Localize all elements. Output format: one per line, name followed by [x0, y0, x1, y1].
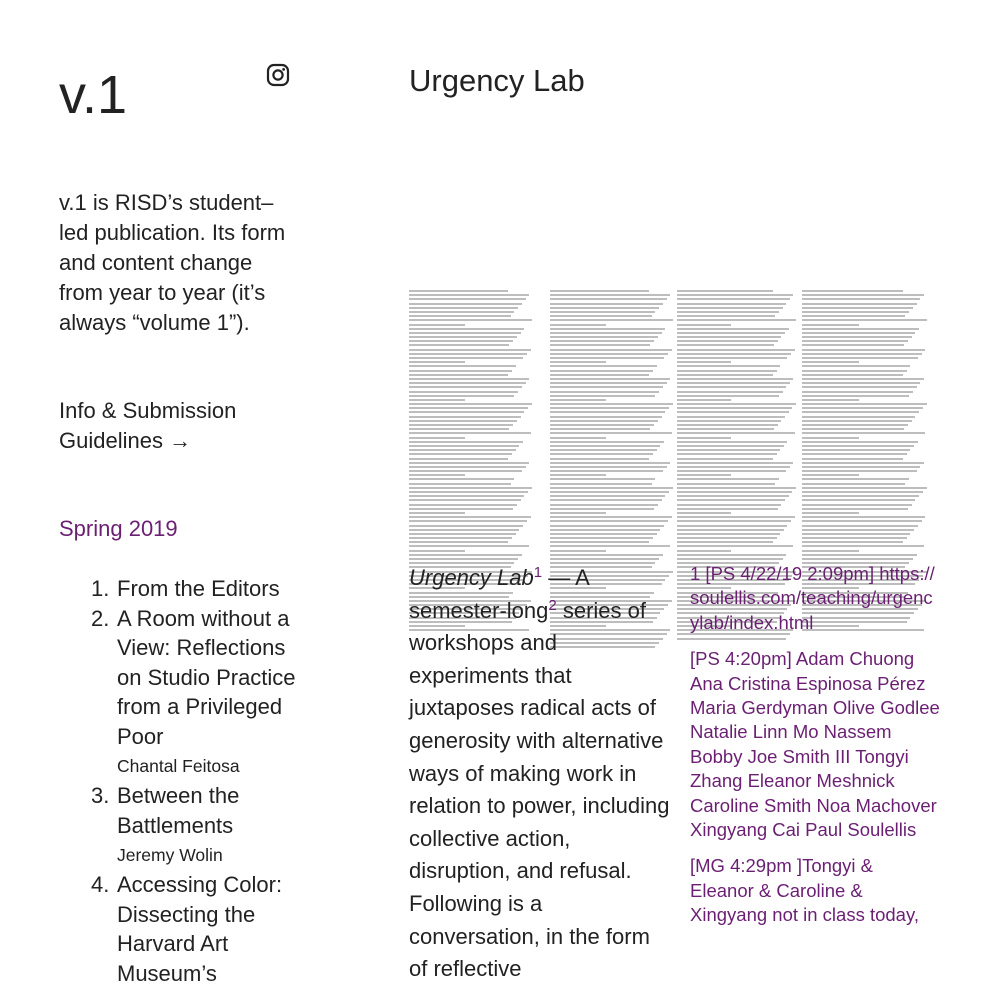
document-text-line [677, 290, 773, 292]
document-text-line [550, 395, 655, 397]
document-text-line [550, 529, 660, 531]
document-text-line [550, 525, 664, 527]
document-text-line [409, 319, 532, 321]
document-text-line [802, 453, 907, 455]
toc-number: 1. [91, 576, 110, 601]
document-text-line [802, 491, 923, 493]
document-text-line [677, 550, 731, 552]
document-text-line [677, 512, 731, 514]
toc-author: Jeremy Wolin [117, 845, 223, 865]
document-text-line [550, 391, 659, 393]
article-text-a: — A semester-long [409, 565, 589, 623]
document-text-line [677, 340, 778, 342]
document-text-line [802, 357, 918, 359]
document-text-line [802, 432, 925, 434]
document-text-line [409, 365, 516, 367]
document-text-line [677, 353, 791, 355]
document-text-line [677, 462, 793, 464]
document-text-line [677, 483, 775, 485]
document-text-line [677, 445, 784, 447]
document-text-line [802, 495, 919, 497]
document-text-line [802, 344, 904, 346]
document-text-line [550, 411, 665, 413]
document-text-line [409, 441, 523, 443]
document-text-line [550, 554, 663, 556]
document-text-line [677, 324, 731, 326]
document-text-line [550, 504, 658, 506]
document-text-line [409, 386, 522, 388]
document-text-line [409, 307, 518, 309]
toc-title[interactable]: Accessing Color: Dissecting the Harvard Art Museum’s [117, 872, 283, 986]
document-text-line [802, 374, 903, 376]
document-text-line [550, 416, 662, 418]
document-text-line [409, 399, 465, 401]
document-text-line [802, 466, 920, 468]
document-text-line [550, 541, 649, 543]
document-text-line [802, 525, 918, 527]
document-text-line [550, 353, 668, 355]
document-text-line [802, 428, 904, 430]
about-text: v.1 is RISD’s student–led publication. Its form and content change from year to year (it’s always “volume 1”). [59, 190, 286, 335]
document-text-line [409, 403, 532, 405]
document-text-line [550, 512, 606, 514]
document-text-line [677, 319, 796, 321]
document-text-line [409, 382, 526, 384]
document-text-line [550, 533, 657, 535]
document-text-line [409, 533, 516, 535]
document-text-line [550, 403, 673, 405]
document-text-line [802, 554, 917, 556]
document-text-line [409, 516, 531, 518]
document-text-line [677, 441, 787, 443]
document-text-line [409, 462, 529, 464]
document-text-line [550, 361, 606, 363]
document-text-line [802, 370, 907, 372]
toc-item[interactable] [59, 574, 299, 604]
document-text-line [550, 420, 658, 422]
document-text-line [409, 428, 509, 430]
document-text-line [550, 550, 606, 552]
document-preview-image [409, 142, 929, 514]
document-text-line [802, 537, 907, 539]
document-text-line [802, 328, 919, 330]
document-text-line [802, 462, 924, 464]
document-text-line [677, 491, 792, 493]
document-text-line [550, 491, 669, 493]
toc-number: 3. [91, 783, 110, 808]
document-text-line [802, 478, 909, 480]
document-text-line [802, 550, 859, 552]
toc-item[interactable] [59, 781, 299, 870]
document-text-line [550, 432, 672, 434]
document-text-line [550, 508, 654, 510]
document-text-line [550, 545, 670, 547]
document-text-line [802, 386, 917, 388]
document-text-line [802, 474, 859, 476]
document-text-line [409, 378, 529, 380]
document-text-line [802, 458, 903, 460]
document-text-line [677, 328, 789, 330]
document-text-line [409, 290, 508, 292]
document-text-line [550, 315, 652, 317]
table-of-contents [59, 574, 299, 988]
document-text-line [409, 466, 526, 468]
document-text-line [677, 525, 787, 527]
document-text-line [677, 416, 785, 418]
document-text-line [409, 349, 531, 351]
document-text-line [409, 344, 509, 346]
document-text-line [550, 340, 654, 342]
document-text-line [409, 311, 514, 313]
document-text-line [802, 541, 903, 543]
document-text-line [409, 361, 465, 363]
document-text-line [677, 391, 783, 393]
document-text-line [677, 520, 791, 522]
document-text-line [409, 424, 513, 426]
document-text-line [802, 365, 910, 367]
sidenote-2: [PS 4:20pm] Adam Chuong Ana Cristina Espinosa Pérez Maria Gerdyman Olive Godlee Natalie Linn Mo Nassem Bobby Joe Smith III Tongyi Zhang Eleanor Meshnick Caroline Smith Noa Machover Xingyang Cai Paul Soulellis [690, 648, 940, 841]
document-text-line [802, 411, 919, 413]
document-text-line [409, 529, 519, 531]
document-text-line [550, 499, 662, 501]
toc-number: 4. [91, 872, 110, 897]
document-text-line [802, 470, 917, 472]
document-text-line [550, 294, 670, 296]
document-text-line [550, 487, 673, 489]
document-text-line [802, 449, 910, 451]
document-text-line [677, 336, 781, 338]
document-text-line [409, 449, 516, 451]
toc-author: Chantal Feitosa [117, 756, 240, 776]
document-text-line [802, 324, 859, 326]
document-text-line [802, 382, 920, 384]
document-text-line [550, 303, 663, 305]
sidenote-3: [MG 4:29pm ]Tongyi & Eleanor & Caroline & Xingyang not in class today, [690, 855, 919, 926]
document-text-line [677, 478, 779, 480]
document-text-line [802, 487, 927, 489]
document-text-line [677, 370, 777, 372]
document-text-line [802, 445, 914, 447]
document-text-line [550, 319, 673, 321]
sidenotes [690, 562, 940, 940]
document-text-line [802, 332, 915, 334]
document-text-line [677, 311, 779, 313]
document-text-line [677, 424, 778, 426]
document-text-line [802, 483, 905, 485]
document-text-line [409, 294, 529, 296]
document-text-line [550, 399, 606, 401]
document-text-line [409, 315, 511, 317]
document-text-line [802, 512, 859, 514]
document-text-line [409, 550, 465, 552]
document-text-line [409, 370, 512, 372]
toc-title[interactable]: Between the Battlements [117, 783, 240, 838]
document-text-line [677, 558, 783, 560]
document-text-line [802, 307, 913, 309]
document-text-line [677, 315, 775, 317]
document-text-line [550, 298, 667, 300]
toc-number: 2. [91, 605, 110, 631]
document-text-line [409, 558, 518, 560]
document-text-line [409, 395, 514, 397]
document-text-line [550, 324, 606, 326]
footnote-ref-2[interactable]: 2 [548, 596, 557, 614]
document-text-line [550, 466, 667, 468]
document-text-line [677, 487, 796, 489]
document-text-line [677, 449, 780, 451]
document-text-line [677, 349, 795, 351]
document-text-line [802, 391, 913, 393]
document-text-line [802, 516, 925, 518]
document-text-line [550, 311, 655, 313]
document-text-line [550, 378, 670, 380]
document-text-line [677, 361, 731, 363]
document-text-line [550, 558, 659, 560]
document-text-line [677, 298, 790, 300]
document-text-line [409, 495, 524, 497]
document-text-line [409, 458, 508, 460]
document-text-line [409, 478, 514, 480]
document-text-line [550, 382, 667, 384]
document-text-line [550, 462, 670, 464]
document-text-line [677, 466, 790, 468]
document-text-line [677, 458, 773, 460]
document-text-line [409, 353, 527, 355]
document-text-line [409, 499, 521, 501]
document-text-line [677, 344, 774, 346]
document-text-line [409, 374, 508, 376]
document-text-line [409, 483, 511, 485]
document-text-line [550, 516, 672, 518]
document-text-line [677, 437, 731, 439]
document-text-line [677, 453, 777, 455]
document-text-line [550, 474, 606, 476]
document-text-line [677, 499, 785, 501]
document-text-line [802, 340, 908, 342]
document-text-line [802, 395, 909, 397]
toc-title[interactable]: From the Editors [117, 576, 280, 601]
document-text-line [802, 294, 924, 296]
document-text-line [802, 349, 925, 351]
document-text-line [802, 558, 913, 560]
document-text-line [409, 298, 526, 300]
document-text-line [802, 437, 859, 439]
document-text-line [802, 378, 924, 380]
footnote-ref-1[interactable]: 1 [533, 564, 543, 581]
document-text-line [677, 407, 792, 409]
toc-item[interactable] [59, 604, 299, 782]
document-text-line [677, 374, 773, 376]
document-text-line [677, 533, 780, 535]
site-logo[interactable]: v.1 [59, 65, 128, 125]
document-text-line [550, 520, 668, 522]
document-text-line [802, 298, 920, 300]
document-text-line [677, 365, 780, 367]
document-text-line [550, 328, 665, 330]
document-text-line [677, 399, 731, 401]
document-text-line [550, 478, 655, 480]
document-text-line [677, 386, 786, 388]
document-text-line [802, 508, 908, 510]
document-text-line [550, 445, 660, 447]
document-text-line [550, 441, 664, 443]
document-text-line [409, 416, 521, 418]
document-text-line [677, 357, 787, 359]
document-text-line [802, 336, 912, 338]
document-text-line [802, 520, 922, 522]
guidelines-link[interactable]: Info & Submission Guidelines → [59, 398, 237, 453]
document-text-line [409, 491, 528, 493]
document-text-line [677, 332, 785, 334]
document-text-line [677, 537, 777, 539]
document-text-line [409, 445, 519, 447]
document-text-line [409, 340, 513, 342]
issue-link[interactable]: Spring 2019 [59, 516, 178, 541]
document-text-line [802, 319, 927, 321]
document-text-line [409, 420, 517, 422]
document-text-line [677, 294, 793, 296]
instagram-icon[interactable] [266, 63, 290, 87]
document-text-line [409, 520, 527, 522]
document-text-line [802, 416, 915, 418]
document-text-line [550, 495, 665, 497]
document-text-line [550, 470, 663, 472]
document-text-line [677, 554, 786, 556]
document-text-line [409, 537, 512, 539]
document-text-line [550, 386, 663, 388]
article-body [409, 562, 671, 986]
document-text-line [677, 395, 779, 397]
article-title: Urgency Lab [409, 63, 585, 98]
document-text-line [409, 554, 522, 556]
document-text-line [677, 529, 784, 531]
document-text-line [409, 474, 465, 476]
document-text-line [802, 315, 905, 317]
document-text-line [409, 432, 531, 434]
document-text-line [409, 324, 465, 326]
document-text-line [802, 403, 927, 405]
document-text-line [802, 290, 903, 292]
document-text-line [409, 487, 532, 489]
document-text-line [550, 453, 653, 455]
document-text-line [802, 399, 859, 401]
document-text-line [802, 420, 912, 422]
document-text-line [409, 512, 465, 514]
document-text-line [409, 407, 528, 409]
document-text-line [802, 407, 923, 409]
document-text-line [409, 357, 523, 359]
document-text-line [677, 411, 789, 413]
document-text-line [550, 336, 658, 338]
document-text-line [550, 537, 653, 539]
document-text-line [409, 508, 513, 510]
document-text-line [550, 344, 650, 346]
document-text-line [677, 303, 786, 305]
document-text-line [550, 424, 654, 426]
document-text-line [677, 307, 783, 309]
document-text-line [409, 453, 512, 455]
toc-title[interactable]: A Room without a View: Reflections on Studio Practice from a Privileged Poor [117, 605, 296, 749]
document-text-line [550, 290, 649, 292]
document-text-line [802, 424, 908, 426]
document-text-line [550, 332, 662, 334]
document-text-line [677, 545, 793, 547]
document-text-line [550, 365, 657, 367]
document-text-line [677, 474, 731, 476]
document-text-line [409, 332, 521, 334]
document-text-line [550, 428, 650, 430]
document-text-line [409, 336, 517, 338]
document-text-line [550, 357, 664, 359]
document-text-line [409, 328, 524, 330]
article-lead: Urgency Lab [409, 565, 534, 590]
document-text-line [677, 382, 790, 384]
document-text-line [677, 495, 789, 497]
document-text-line [802, 504, 912, 506]
document-text-line [802, 303, 917, 305]
article-text-b: series of workshops and experiments that juxtaposes radical acts of generosity with alternative ways of making work in relation to power, including collective action, disruption, and refusal. Following is a conversation, in the form of reflective [409, 597, 670, 982]
document-text-line [550, 449, 657, 451]
document-text-line [677, 470, 786, 472]
document-text-line [677, 504, 781, 506]
document-text-line [550, 374, 649, 376]
document-text-line [802, 529, 914, 531]
document-text-line [550, 483, 652, 485]
document-text-line [677, 541, 773, 543]
document-text-line [802, 311, 909, 313]
document-text-line [550, 437, 606, 439]
document-text-line [409, 437, 465, 439]
document-text-line [677, 403, 796, 405]
document-text-line [409, 411, 524, 413]
document-text-line [677, 432, 795, 434]
document-text-line [409, 470, 522, 472]
document-text-line [550, 307, 659, 309]
sidenote-1[interactable]: 1 [PS 4/22/19 2:09pm] https://soulellis.com/teaching/urgencylab/index.html [690, 563, 935, 633]
document-text-line [677, 428, 774, 430]
document-text-line [802, 533, 910, 535]
document-text-line [409, 541, 508, 543]
document-text-line [677, 420, 781, 422]
document-text-line [409, 504, 517, 506]
document-text-line [550, 458, 649, 460]
document-text-line [802, 499, 915, 501]
document-text-line [409, 545, 529, 547]
document-text-line [802, 361, 859, 363]
document-text-line [802, 441, 918, 443]
document-text-line [550, 349, 672, 351]
document-text-line [550, 407, 669, 409]
document-text-line [409, 525, 523, 527]
document-text-line [802, 545, 924, 547]
document-text-line [550, 370, 653, 372]
document-text-line [677, 508, 778, 510]
document-text-line [677, 378, 793, 380]
document-text-line [802, 353, 922, 355]
document-text-line [409, 303, 522, 305]
document-text-line [677, 516, 795, 518]
document-text-line [409, 391, 518, 393]
toc-item[interactable] [59, 870, 299, 988]
